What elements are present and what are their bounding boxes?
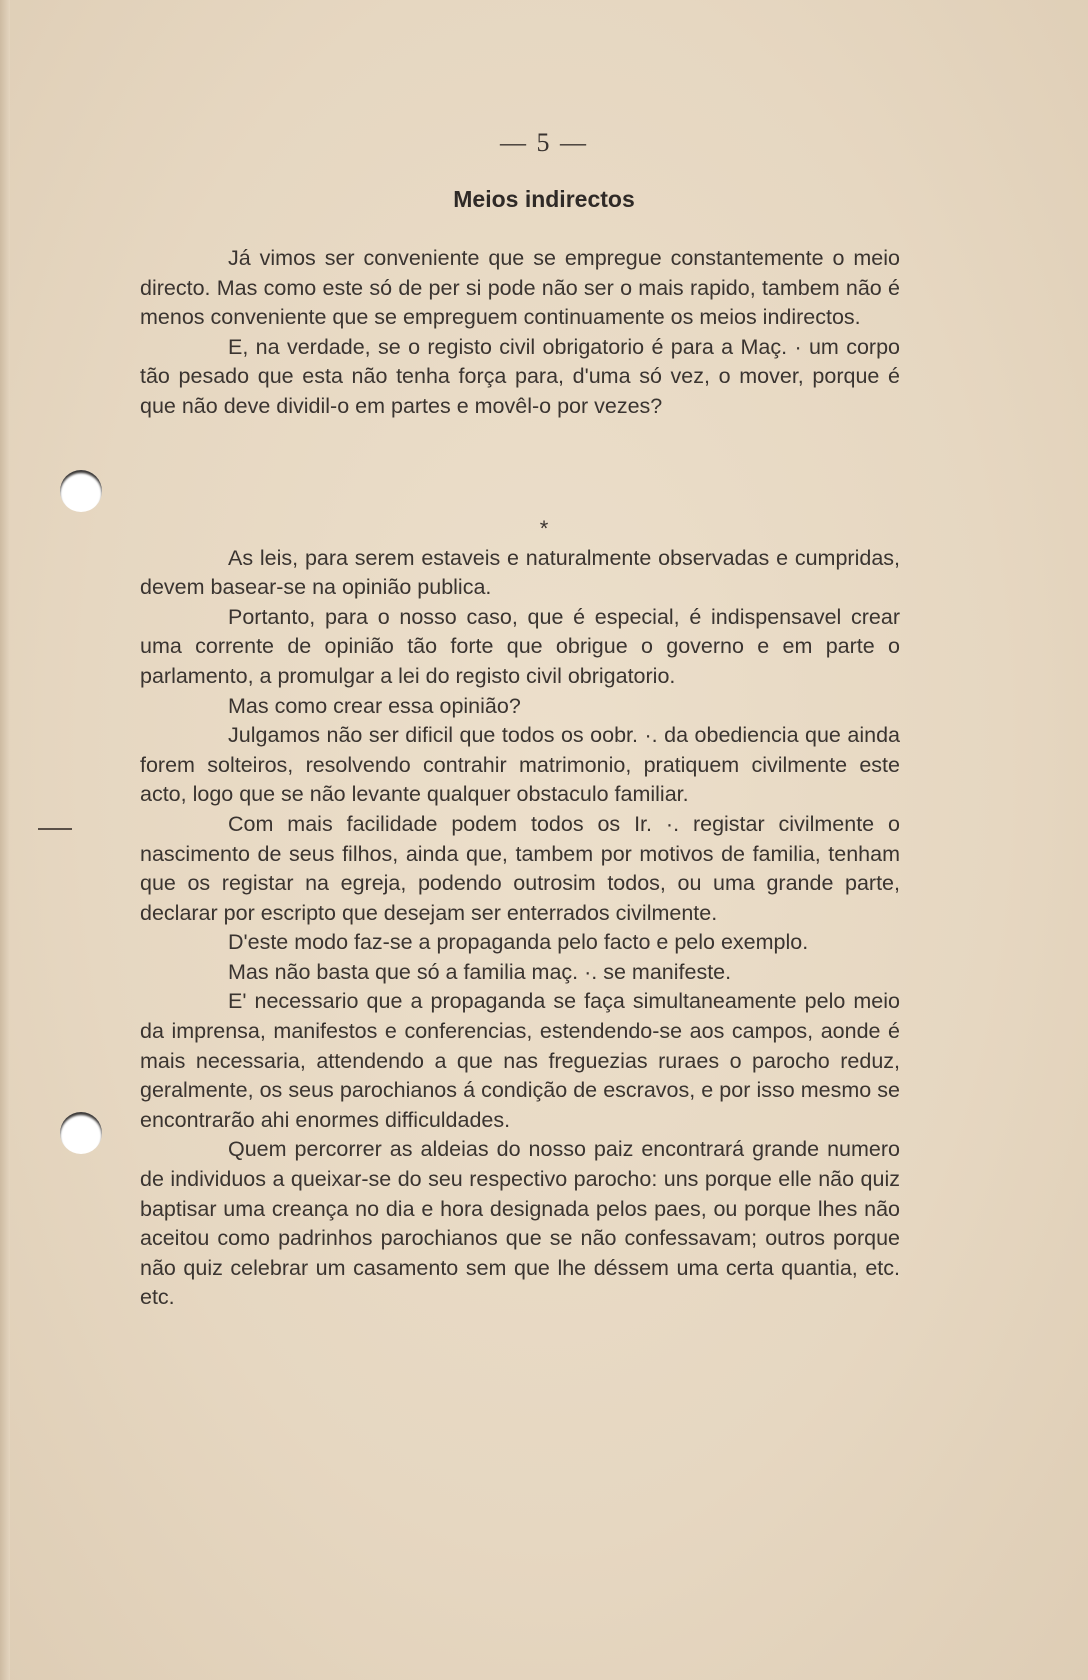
paragraph: Com mais facilidade podem todos os Ir. ·. registar civilmente o nascimento de seus filhos, ainda que, tambem por motivos de familia, tenham que os registar na egreja, podendo outrosim todos, ou uma grande parte, declarar por escripto que desejam ser enterrados civilmente.	[140, 811, 900, 925]
paragraph: Julgamos não ser dificil que todos os oobr. ·. da obediencia que ainda forem solteiros, resolvendo contrahir matrimonio, pratiquem civilmente este acto, logo que se não levante qualquer obstaculo familiar.	[140, 723, 900, 807]
page-edge	[0, 0, 10, 1680]
paragraph: As leis, para serem estaveis e naturalmente observadas e cumpridas, devem basear-se na opinião publica.	[140, 545, 900, 600]
paragraph: E' necessario que a propaganda se faça simultaneamente pelo meio da imprensa, manifestos e conferencias, estendendo-se aos campos, aonde é mais necessaria, attendendo a que nas freguezias ruraes o parocho reduz, geralmente, os seus parochianos á condição de escravos, e por isso mesmo se encontrarão ahi enormes difficuldades.	[140, 989, 900, 1132]
page-number: — 5 —	[500, 128, 588, 157]
paragraph: D'este modo faz-se a propaganda pelo facto e pelo exemplo.	[228, 930, 809, 955]
paragraph: Mas como crear essa opinião?	[228, 693, 521, 718]
paragraph: Quem percorrer as aldeias do nosso paiz encontrará grande numero de individuos a queixar-se do seu respectivo parocho: uns porque elle não quiz baptisar uma creança no dia e hora designada pelos paes, ou porque lhes não aceitou como padrinhos parochianos que se não confessavam; outros porque não quiz celebrar um casamento sem que lhe déssem uma certa quantia, etc. etc.	[140, 1137, 900, 1310]
paragraph: Já vimos ser conveniente que se empregue constantemente o meio directo. Mas como este só de per si pode não ser o mais rapido, tambem não é menos conveniente que se empreguem continuamente os meios indirectos.	[140, 246, 900, 330]
section-heading: Meios indirectos	[453, 186, 635, 212]
body-text	[140, 244, 900, 1313]
paragraph: E, na verdade, se o registo civil obrigatorio é para a Maç. · um corpo tão pesado que esta não tenha força para, d'uma só vez, o mover, porque é que não deve dividil-o em partes e movêl-o por vezes?	[140, 334, 900, 418]
paragraph: Portanto, para o nosso caso, que é especial, é indispensavel crear uma corrente de opinião tão forte que obrigue o governo e em parte o parlamento, a promulgar a lei do registo civil obrigatorio.	[140, 604, 900, 688]
punch-hole-top	[60, 470, 102, 512]
margin-mark	[38, 828, 72, 830]
punch-hole-bottom	[60, 1112, 102, 1154]
paragraph: Mas não basta que só a familia maç. ·. se manifeste.	[228, 959, 732, 984]
section-separator: *	[539, 516, 549, 541]
